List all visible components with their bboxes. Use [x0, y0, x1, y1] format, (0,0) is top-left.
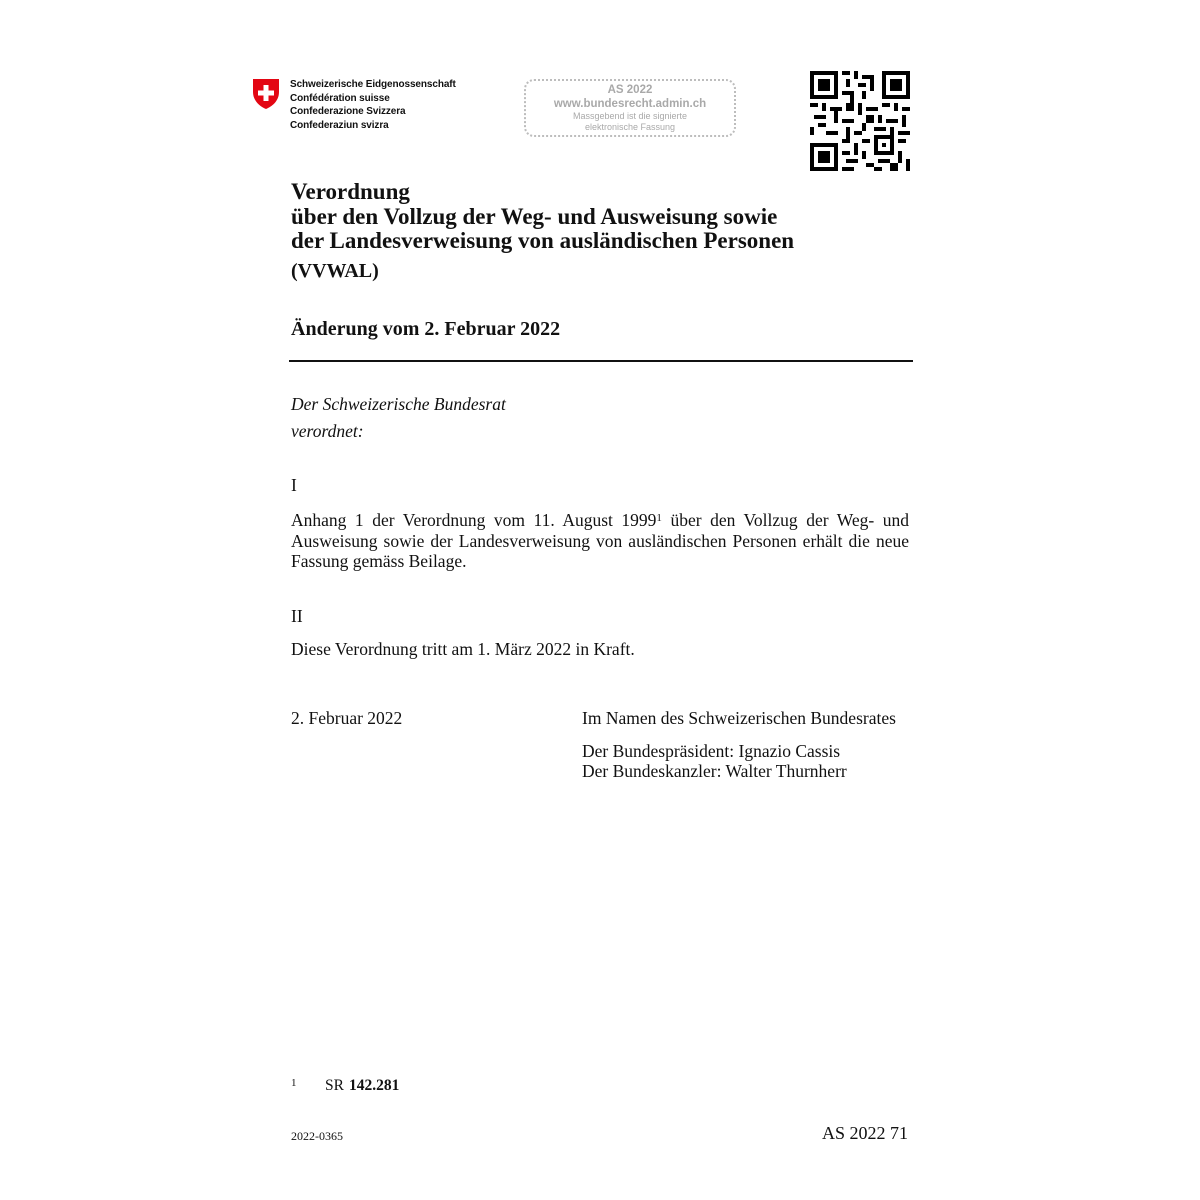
section-number-1: I	[291, 475, 297, 495]
agency-name-it: Confederazione Svizzera	[290, 106, 406, 117]
authenticity-stamp	[524, 79, 736, 137]
authority-line-2: verordnet:	[291, 421, 364, 441]
signature-chancellor: Der Bundeskanzler: Walter Thurnherr	[582, 761, 847, 781]
section-1-text-before: Anhang 1 der Verordnung vom 11. August 1999	[291, 510, 657, 530]
title-line-3: der Landesverweisung von ausländischen Personen	[291, 228, 795, 253]
signature-block	[582, 708, 896, 782]
agency-name-de: Schweizerische Eidgenossenschaft	[290, 79, 456, 90]
signature-date: 2. Februar 2022	[291, 708, 403, 728]
swiss-coat-of-arms-icon	[252, 78, 280, 110]
footnote-label: SR	[325, 1077, 344, 1094]
as-reference: AS 2022 71	[822, 1123, 909, 1143]
signature-on-behalf: Im Namen des Schweizerischen Bundesrates	[582, 708, 896, 728]
footnote-ref-1[interactable]: 1	[656, 512, 662, 524]
document-number: 2022-0365	[291, 1129, 343, 1143]
title-divider	[289, 360, 913, 362]
agency-name-rm: Confederaziun svizra	[290, 119, 389, 131]
footnote-number: 1	[291, 1077, 297, 1089]
section-1-text	[291, 510, 909, 572]
document-title	[291, 180, 794, 254]
title-abbreviation: (VVWAL)	[291, 260, 379, 282]
title-line-2: über den Vollzug der Weg- und Ausweisung sowie	[291, 203, 778, 229]
section-2-text: Diese Verordnung tritt am 1. März 2022 in Kraft.	[291, 639, 635, 659]
section-number-2: II	[291, 606, 303, 626]
stamp-collection: AS 2022	[607, 84, 653, 96]
footnote	[291, 1077, 399, 1095]
footnote-reference[interactable]: 142.281	[348, 1077, 400, 1094]
enacting-authority	[291, 391, 506, 445]
stamp-url[interactable]: www.bundesrecht.admin.ch	[553, 98, 707, 110]
agency-names	[290, 78, 456, 132]
qr-code-icon	[810, 71, 910, 171]
agency-name-fr: Confédération suisse	[290, 92, 390, 104]
federal-logo	[252, 78, 456, 132]
stamp-note-1: Massgebend ist die signierte	[572, 111, 688, 121]
title-line-1: Verordnung	[291, 179, 410, 204]
section-1-text-after: über den Vollzug der Weg- und Ausweisung sowie der Landesverweisung von ausländischen Personen erhält die neue Fassung gemäss Beilage.	[291, 510, 909, 571]
stamp-note-2: elektronische Fassung	[584, 122, 676, 132]
amendment-date: Änderung vom 2. Februar 2022	[291, 318, 561, 340]
authority-line-1: Der Schweizerische Bundesrat	[291, 394, 506, 414]
signature-president: Der Bundespräsident: Ignazio Cassis	[582, 740, 841, 761]
